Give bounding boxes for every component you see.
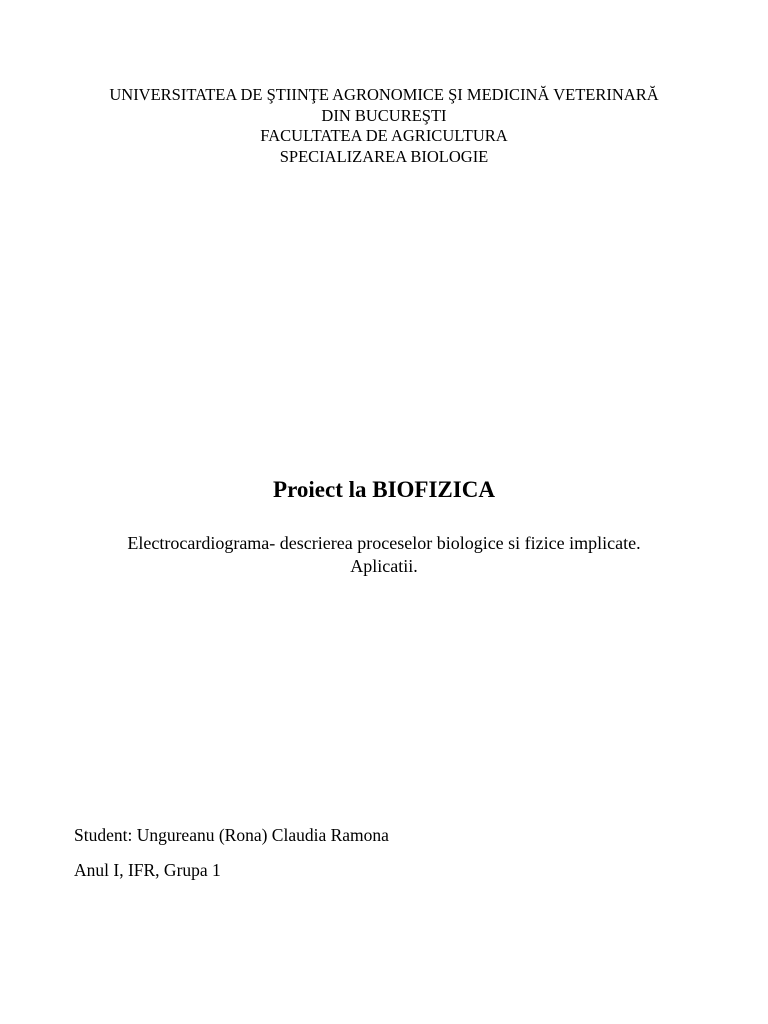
university-name-line: UNIVERSITATEA DE ŞTIINŢE AGRONOMICE ŞI MEDICINĂ VETERINARĂ: [109, 85, 659, 104]
student-group: Anul I, IFR, Grupa 1: [74, 860, 221, 880]
institution-header: [0, 85, 768, 167]
university-city-line: DIN BUCUREŞTI: [321, 105, 447, 125]
project-subtitle: [0, 532, 768, 578]
subtitle-line-2: Aplicatii.: [350, 556, 418, 576]
specialization-line: SPECIALIZAREA BIOLOGIE: [279, 146, 489, 166]
project-title: Proiect la BIOFIZICA: [273, 477, 495, 502]
subtitle-line-1: Electrocardiograma- descrierea proceselor biologice si fizice implicate.: [127, 533, 641, 553]
student-name: Student: Ungureanu (Rona) Claudia Ramona: [74, 825, 389, 845]
faculty-line: FACULTATEA DE AGRICULTURA: [260, 126, 508, 145]
